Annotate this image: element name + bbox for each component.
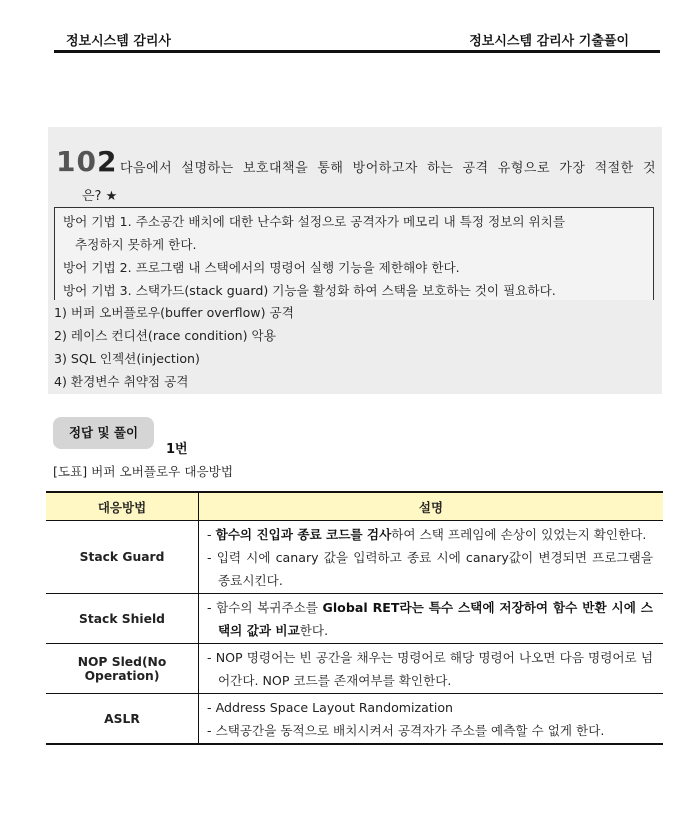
- bullet-text: Address Space Layout Randomization: [215, 700, 454, 715]
- defense-conditions-box: [54, 207, 654, 300]
- bullet-text: 스택공간을 동적으로 배치시켜서 공격자가 주소를 예측할 수 없게 한다.: [215, 723, 605, 738]
- header-method: 대응방법: [46, 492, 199, 521]
- question-number-last-digit: 2: [96, 145, 118, 178]
- bullet-text: NOP 명령어는 빈 공간을 채우는 명령어로 해당 명령어 나오면 다음 명령어로 넘어간다. NOP 코드를 존재여부를 확인한다.: [215, 650, 653, 688]
- table-caption: [도표] 버퍼 오버플로우 대응방법: [53, 464, 233, 479]
- bullet-text: 하여 스택 프레임에 손상이 있었는지 확인한다.: [391, 527, 647, 542]
- condition-line: 추정하지 못하게 한다.: [75, 237, 197, 252]
- description-cell: [199, 694, 664, 745]
- table-row: [46, 521, 663, 594]
- bullet-text: 한다.: [299, 623, 329, 638]
- description-bullet: - 스택공간을 동적으로 배치시켜서 공격자가 주소를 예측할 수 없게 한다.: [207, 723, 605, 738]
- condition-line: 방어 기법 1. 주소공간 배치에 대한 난수화 설정으로 공격자가 메모리 내 특정 정보의 위치를: [63, 214, 566, 229]
- answer-options: [54, 301, 294, 393]
- bullet-text: 입력 시에 canary 값을 입력하고 종료 시에 canary값이 변경되면 프로그램을 종료시킨다.: [216, 550, 653, 588]
- question-text-continued: 은? ★: [82, 189, 118, 204]
- answer-badge: 정답 및 풀이: [53, 417, 154, 449]
- option-2: 2) 레이스 컨디션(race condition) 악용: [54, 328, 276, 343]
- table-row: [46, 694, 663, 745]
- header-right-title: 정보시스템 감리사 기출풀이: [469, 34, 629, 49]
- method-cell: Stack Guard: [46, 521, 199, 594]
- method-line: Operation): [84, 668, 160, 683]
- header-left-title: 정보시스템 감리사: [66, 34, 171, 49]
- description-bullet: - NOP 명령어는 빈 공간을 채우는 명령어로 해당 명령어 나오면 다음 명령어로 넘어간다. NOP 코드를 존재여부를 확인한다.: [207, 650, 653, 688]
- option-1: 1) 버퍼 오버플로우(buffer overflow) 공격: [54, 305, 294, 320]
- header-description: 설명: [199, 492, 664, 521]
- method-cell: [46, 644, 199, 694]
- method-cell: ASLR: [46, 694, 199, 745]
- description-cell: [199, 644, 664, 694]
- condition-line: 방어 기법 3. 스택가드(stack guard) 기능을 활성화 하여 스택을 보호하는 것이 필요하다.: [63, 283, 556, 298]
- description-cell: [199, 594, 664, 644]
- option-3: 3) SQL 인젝션(injection): [54, 351, 200, 366]
- bold-phrase: 함수의 진입과 종료 코드를 검사: [215, 527, 392, 542]
- question-number: [56, 145, 117, 178]
- description-bullet: - 함수의 복귀주소를 Global RET라는 특수 스택에 저장하여 함수 반환 시에 스택의 값과 비교한다.: [207, 600, 653, 638]
- description-cell: [199, 521, 664, 594]
- description-bullet: - Address Space Layout Randomization: [207, 700, 454, 715]
- table-row: [46, 594, 663, 644]
- header-divider: [54, 50, 660, 53]
- description-bullet: - 함수의 진입과 종료 코드를 검사하여 스택 프레임에 손상이 있었는지 확인한다.: [207, 527, 647, 542]
- question-text: 다음에서 설명하는 보호대책을 통해 방어하고자 하는 공격 유형으로 가장 적절한 것: [120, 161, 656, 176]
- bold-phrase: Global RET라는 특수 스택에 저장하여 함수 반환 시에 스택의 값과 비교: [218, 600, 653, 638]
- option-4: 4) 환경변수 취약점 공격: [54, 374, 189, 389]
- table-row: [46, 644, 663, 694]
- method-line: NOP Sled(No: [77, 654, 167, 669]
- bullet-text: 함수의 복귀주소를: [216, 600, 323, 615]
- description-bullet: - 입력 시에 canary 값을 입력하고 종료 시에 canary값이 변경되면 프로그램을 종료시킨다.: [207, 550, 653, 588]
- condition-line: 방어 기법 2. 프로그램 내 스택에서의 명령어 실행 기능을 제한해야 한다.: [63, 260, 460, 275]
- method-cell: Stack Shield: [46, 594, 199, 644]
- countermeasure-table: [46, 491, 663, 745]
- question-number-prefix: 10: [56, 145, 97, 178]
- answer-value: 1번: [166, 442, 188, 457]
- question-box: [48, 127, 662, 394]
- table-header-row: [46, 492, 663, 521]
